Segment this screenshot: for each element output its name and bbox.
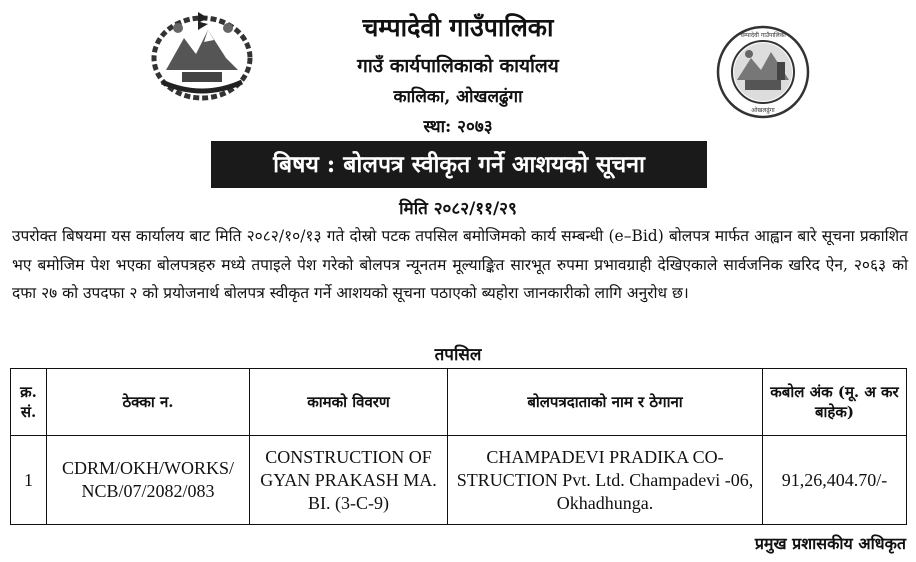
municipality-seal-logo: [715, 24, 811, 124]
office-name: गाउँ कार्यपालिकाको कार्यालय: [357, 55, 559, 77]
header-amount: कबोल अंक (मू. अ कर बाहेक): [763, 369, 907, 436]
cell-work-description: CONSTRUCTION OF GYAN PRAKASH MA. BI. (3-C-9): [250, 436, 448, 525]
signoff-title: प्रमुख प्रशासकीय अधिकृत: [754, 534, 906, 553]
table-header-row: [11, 369, 907, 436]
schedule-title: तपसिल: [434, 345, 482, 365]
svg-text:चम्पादेवी गाउँपालिका: चम्पादेवी गाउँपालिका: [740, 32, 786, 39]
header-bidder: बोलपत्रदाताको नाम र ठेगाना: [448, 369, 763, 436]
notice-date: मिति २०८२/११/२९: [399, 199, 517, 219]
office-address: कालिका, ओखलढुंगा: [393, 87, 523, 107]
cell-contract-no: CDRM/OKH/WORKS/ NCB/07/2082/083: [47, 436, 250, 525]
table-row: [11, 436, 907, 525]
svg-text:ओखलढुंगा: ओखलढुंगा: [751, 107, 775, 114]
cell-bidder: CHAMPADEVI PRADIKA CO- STRUCTION Pvt. Ltd. Champadevi -06, Okhadhunga.: [448, 436, 763, 525]
notice-body: उपरोक्त बिषयमा यस कार्यालय बाट मिति २०८२/१०/१३ गते दोस्रो पटक तपसिल बमोजिमको कार्य सम्बन्धी (e–Bid) बोलपत्र मार्फत आह्वान बारे सूचना प्रकाशित भए बमोजिम पेश भएका बोलपत्रहरु मध्ये तपाइले पेश गरेको बोलपत्र न्यूनतम मूल्याङ्कित सारभूत रुपमा प्रभावग्राही देखिएकाले सार्वजनिक खरिद ऐन, २०६३ को दफा २७ को उपदफा २ को प्रयोजनार्थ बोलपत्र स्वीकृत गर्ने आशयको सूचना पठाएको ब्यहोरा जानकारीको लागि अनुरोध छ।: [12, 227, 908, 302]
header-work-description: कामको विवरण: [250, 369, 448, 436]
cell-amount: 91,26,404.70/-: [763, 436, 907, 525]
header-contract-no: ठेक्का न.: [47, 369, 250, 436]
cell-sn: 1: [11, 436, 47, 525]
established-year: स्था: २०७३: [423, 117, 493, 137]
nepal-emblem-logo: [148, 8, 256, 108]
bid-schedule-table: [10, 368, 907, 525]
municipality-title: चम्पादेवी गाउँपालिका: [362, 13, 554, 42]
header-sn: क्र. सं.: [11, 369, 47, 436]
notice-subject-banner: बिषय : बोलपत्र स्वीकृत गर्ने आशयको सूचना: [211, 141, 707, 188]
